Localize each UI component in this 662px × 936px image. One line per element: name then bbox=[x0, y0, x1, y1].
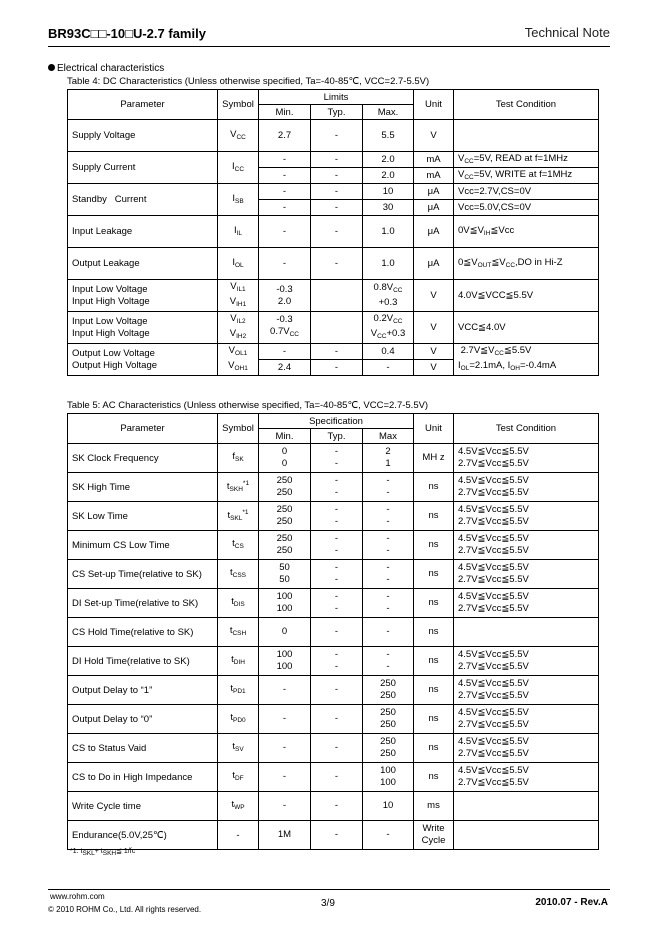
typ-cell: - bbox=[311, 200, 363, 216]
max-cell: 2.0 bbox=[363, 168, 414, 184]
min-cell: -0.3 $0.7V_{CC}$ bbox=[259, 312, 311, 344]
unit-cell: ns bbox=[414, 502, 454, 531]
param-cell: Input Leakage bbox=[68, 216, 218, 248]
dc-header-max: Max. bbox=[363, 105, 414, 120]
dc-header-limits: Limits bbox=[259, 90, 414, 105]
max-cell: - - bbox=[363, 502, 414, 531]
symbol-cell: - bbox=[218, 821, 259, 850]
table-row bbox=[68, 676, 599, 705]
condition-cell: Vcc=2.7V,CS=0V bbox=[454, 184, 599, 200]
typ-cell: - - bbox=[311, 589, 363, 618]
typ-cell: - bbox=[311, 734, 363, 763]
condition-cell: 4.0V≦VCC≦5.5V bbox=[454, 280, 599, 312]
ac-header-unit: Unit bbox=[414, 414, 454, 444]
min-cell: - bbox=[259, 734, 311, 763]
typ-cell: - - bbox=[311, 560, 363, 589]
unit-cell: ns bbox=[414, 647, 454, 676]
typ-cell bbox=[311, 280, 363, 312]
typ-cell: - bbox=[311, 821, 363, 850]
max-cell: - bbox=[363, 821, 414, 850]
typ-cell: - bbox=[311, 184, 363, 200]
unit-cell: ns bbox=[414, 531, 454, 560]
param-cell: CS to Status Vaid bbox=[68, 734, 218, 763]
condition-cell: $2.7V≦V_{CC}≦5.5V$ $I_{OL}=2.1mA$, $I_{OH}=-0.4mA$ bbox=[454, 344, 599, 376]
condition-cell bbox=[454, 792, 599, 821]
unit-cell: MH z bbox=[414, 444, 454, 473]
condition-cell bbox=[454, 120, 599, 152]
min-cell: 100 100 bbox=[259, 647, 311, 676]
typ-cell: - - bbox=[311, 473, 363, 502]
table-row bbox=[68, 184, 599, 200]
symbol-cell: $f_{SK}$ bbox=[218, 444, 259, 473]
dc-characteristics-table bbox=[67, 89, 599, 376]
dc-header-symbol: Symbol bbox=[218, 90, 259, 120]
min-cell: - bbox=[259, 705, 311, 734]
condition-cell: 4.5V≦Vcc≦5.5V 2.7V≦Vcc≦5.5V bbox=[454, 444, 599, 473]
typ-cell: - bbox=[311, 168, 363, 184]
symbol-cell: $t_{SV}$ bbox=[218, 734, 259, 763]
ac-header-specification: Specification bbox=[259, 414, 414, 429]
min-cell: 2.4 bbox=[259, 360, 311, 376]
dc-header-min: Min. bbox=[259, 105, 311, 120]
condition-cell: 4.5V≦Vcc≦5.5V 2.7V≦Vcc≦5.5V bbox=[454, 734, 599, 763]
condition-cell: VCC≦4.0V bbox=[454, 312, 599, 344]
unit-cell: ns bbox=[414, 618, 454, 647]
symbol-cell: $I_{SB}$ bbox=[218, 184, 259, 216]
symbol-cell: $V_{IL2}$ $V_{IH2}$ bbox=[218, 312, 259, 344]
dc-header-condition: Test Condition bbox=[454, 90, 599, 120]
typ-cell: - - bbox=[311, 502, 363, 531]
document-type-label: Technical Note bbox=[524, 25, 610, 40]
typ-cell: - bbox=[311, 705, 363, 734]
condition-cell: 4.5V≦Vcc≦5.5V 2.7V≦Vcc≦5.5V bbox=[454, 531, 599, 560]
table-row bbox=[68, 344, 599, 360]
symbol-cell: $t_{DIH}$ bbox=[218, 647, 259, 676]
symbol-cell: $t_{CSS}$ bbox=[218, 560, 259, 589]
website-link[interactable]: www.rohm.com bbox=[50, 892, 105, 901]
min-cell: - bbox=[259, 152, 311, 168]
revision: 2010.07 - Rev.A bbox=[535, 897, 608, 908]
min-cell: 50 50 bbox=[259, 560, 311, 589]
ac-header-symbol: Symbol bbox=[218, 414, 259, 444]
min-cell: 0 bbox=[259, 618, 311, 647]
min-cell: -0.3 2.0 bbox=[259, 280, 311, 312]
ac-header-typ: Typ. bbox=[311, 429, 363, 444]
max-cell: - - bbox=[363, 473, 414, 502]
typ-cell: - - bbox=[311, 444, 363, 473]
symbol-cell: $V_{IL1}$ $V_{IH1}$ bbox=[218, 280, 259, 312]
min-cell: 2.7 bbox=[259, 120, 311, 152]
condition-cell: 4.5V≦Vcc≦5.5V 2.7V≦Vcc≦5.5V bbox=[454, 705, 599, 734]
unit-cell: V bbox=[414, 344, 454, 360]
param-cell: Supply Voltage bbox=[68, 120, 218, 152]
max-cell: 2 1 bbox=[363, 444, 414, 473]
param-cell: Output Leakage bbox=[68, 248, 218, 280]
unit-cell: ns bbox=[414, 589, 454, 618]
param-cell: CS Hold Time(relative to SK) bbox=[68, 618, 218, 647]
unit-cell: ns bbox=[414, 560, 454, 589]
ac-table-caption: Table 5: AC Characteristics (Unless otherwise specified, Ta=-40-85℃, VCC=2.7-5.5V) bbox=[67, 400, 429, 411]
unit-cell: Write Cycle bbox=[414, 821, 454, 850]
table-row bbox=[68, 473, 599, 502]
unit-cell: V bbox=[414, 280, 454, 312]
min-cell: - bbox=[259, 344, 311, 360]
typ-cell: - bbox=[311, 248, 363, 280]
param-cell: Output Low Voltage Output High Voltage bbox=[68, 344, 218, 376]
footnote: *1: $t_{SKL}+$ $t_{SKH}≦$ 1/fc bbox=[70, 848, 136, 857]
max-cell: 100 100 bbox=[363, 763, 414, 792]
section-heading bbox=[48, 63, 164, 74]
condition-cell: 4.5V≦Vcc≦5.5V 2.7V≦Vcc≦5.5V bbox=[454, 560, 599, 589]
max-cell: 250 250 bbox=[363, 734, 414, 763]
dc-header-parameter: Parameter bbox=[68, 90, 218, 120]
symbol-cell: $t_{CSH}$ bbox=[218, 618, 259, 647]
ac-characteristics-table bbox=[67, 413, 599, 850]
max-cell: - - bbox=[363, 531, 414, 560]
unit-cell: ms bbox=[414, 792, 454, 821]
table-row bbox=[68, 502, 599, 531]
param-cell: Standby Current bbox=[68, 184, 218, 216]
condition-cell: 4.5V≦Vcc≦5.5V 2.7V≦Vcc≦5.5V bbox=[454, 763, 599, 792]
unit-cell: μA bbox=[414, 200, 454, 216]
unit-cell: μA bbox=[414, 184, 454, 200]
ac-header-condition: Test Condition bbox=[454, 414, 599, 444]
param-cell: SK Low Time bbox=[68, 502, 218, 531]
max-cell: - - bbox=[363, 647, 414, 676]
table-row bbox=[68, 120, 599, 152]
min-cell: - bbox=[259, 168, 311, 184]
unit-cell: mA bbox=[414, 168, 454, 184]
symbol-cell: $t_{SKL}^{*1}$ bbox=[218, 502, 259, 531]
ac-header-min: Min. bbox=[259, 429, 311, 444]
param-cell: DI Hold Time(relative to SK) bbox=[68, 647, 218, 676]
dc-table-caption: Table 4: DC Characteristics (Unless otherwise specified, Ta=-40-85℃, VCC=2.7-5.5V) bbox=[67, 76, 430, 87]
symbol-cell: $I_{IL}$ bbox=[218, 216, 259, 248]
max-cell: 250 250 bbox=[363, 676, 414, 705]
symbol-cell: $t_{DIS}$ bbox=[218, 589, 259, 618]
typ-cell: - bbox=[311, 344, 363, 360]
section-title: Electrical characteristics bbox=[57, 63, 165, 74]
typ-cell: - bbox=[311, 152, 363, 168]
typ-cell: - - bbox=[311, 647, 363, 676]
min-cell: - bbox=[259, 184, 311, 200]
ac-header-max: Max bbox=[363, 429, 414, 444]
max-cell: 250 250 bbox=[363, 705, 414, 734]
min-cell: 0 0 bbox=[259, 444, 311, 473]
typ-cell: - bbox=[311, 676, 363, 705]
symbol-cell: $t_{WP}$ bbox=[218, 792, 259, 821]
param-cell: Input Low Voltage Input High Voltage bbox=[68, 312, 218, 344]
condition-cell: Vcc=5.0V,CS=0V bbox=[454, 200, 599, 216]
bullet-icon bbox=[48, 64, 55, 71]
copyright: © 2010 ROHM Co., Ltd. All rights reserved. bbox=[48, 905, 202, 914]
unit-cell: ns bbox=[414, 705, 454, 734]
min-cell: 100 100 bbox=[259, 589, 311, 618]
condition-cell: 4.5V≦Vcc≦5.5V 2.7V≦Vcc≦5.5V bbox=[454, 589, 599, 618]
table-row bbox=[68, 734, 599, 763]
typ-cell: - bbox=[311, 216, 363, 248]
page-number: 3/9 bbox=[321, 898, 335, 909]
typ-cell: - bbox=[311, 618, 363, 647]
table-row bbox=[68, 763, 599, 792]
table-row bbox=[68, 216, 599, 248]
condition-cell: 4.5V≦Vcc≦5.5V 2.7V≦Vcc≦5.5V bbox=[454, 647, 599, 676]
min-cell: - bbox=[259, 763, 311, 792]
unit-cell: V bbox=[414, 360, 454, 376]
min-cell: - bbox=[259, 248, 311, 280]
max-cell: - - bbox=[363, 589, 414, 618]
table-row bbox=[68, 647, 599, 676]
condition-cell: 4.5V≦Vcc≦5.5V 2.7V≦Vcc≦5.5V bbox=[454, 676, 599, 705]
symbol-cell: $t_{DF}$ bbox=[218, 763, 259, 792]
min-cell: - bbox=[259, 676, 311, 705]
symbol-cell: $I_{OL}$ bbox=[218, 248, 259, 280]
max-cell: - - bbox=[363, 560, 414, 589]
condition-cell: $0≦V_{OUT}≦V_{CC},DO$ in Hi-Z bbox=[454, 248, 599, 280]
condition-cell: $V_{CC}=5V$, WRITE at f=1MHz bbox=[454, 168, 599, 184]
unit-cell: V bbox=[414, 312, 454, 344]
condition-cell: $V_{CC}=5V$, READ at f=1MHz bbox=[454, 152, 599, 168]
unit-cell: ns bbox=[414, 473, 454, 502]
param-cell: Endurance(5.0V,25℃) bbox=[68, 821, 218, 850]
symbol-cell: $t_{PD1}$ bbox=[218, 676, 259, 705]
min-cell: 250 250 bbox=[259, 473, 311, 502]
symbol-cell: $V_{CC}$ bbox=[218, 120, 259, 152]
max-cell: 1.0 bbox=[363, 216, 414, 248]
condition-cell: 4.5V≦Vcc≦5.5V 2.7V≦Vcc≦5.5V bbox=[454, 473, 599, 502]
max-cell: - bbox=[363, 618, 414, 647]
max-cell: 5.5 bbox=[363, 120, 414, 152]
document-title: BR93C□□-10□U-2.7 family bbox=[48, 26, 206, 41]
param-cell: Minimum CS Low Time bbox=[68, 531, 218, 560]
symbol-cell: $t_{SKH}^{*1}$ bbox=[218, 473, 259, 502]
condition-cell bbox=[454, 618, 599, 647]
min-cell: - bbox=[259, 792, 311, 821]
table-row bbox=[68, 560, 599, 589]
param-cell: SK Clock Frequency bbox=[68, 444, 218, 473]
min-cell: 1M bbox=[259, 821, 311, 850]
param-cell: CS to Do in High Impedance bbox=[68, 763, 218, 792]
table-row bbox=[68, 618, 599, 647]
table-row bbox=[68, 312, 599, 344]
symbol-cell: $I_{CC}$ bbox=[218, 152, 259, 184]
table-row bbox=[68, 821, 599, 850]
condition-cell: $0V≦V_{IH}≦Vcc$ bbox=[454, 216, 599, 248]
condition-cell: 4.5V≦Vcc≦5.5V 2.7V≦Vcc≦5.5V bbox=[454, 502, 599, 531]
max-cell: 30 bbox=[363, 200, 414, 216]
unit-cell: mA bbox=[414, 152, 454, 168]
max-cell: 2.0 bbox=[363, 152, 414, 168]
param-cell: Input Low Voltage Input High Voltage bbox=[68, 280, 218, 312]
max-cell: 10 bbox=[363, 792, 414, 821]
param-cell: Output Delay to “1” bbox=[68, 676, 218, 705]
param-cell: DI Set-up Time(relative to SK) bbox=[68, 589, 218, 618]
max-cell: $0.8V_{CC}$ +0.3 bbox=[363, 280, 414, 312]
param-cell: SK High Time bbox=[68, 473, 218, 502]
min-cell: - bbox=[259, 216, 311, 248]
param-cell: Supply Current bbox=[68, 152, 218, 184]
max-cell: - bbox=[363, 360, 414, 376]
symbol-cell: $t_{CS}$ bbox=[218, 531, 259, 560]
typ-cell: - bbox=[311, 360, 363, 376]
unit-cell: μA bbox=[414, 248, 454, 280]
max-cell: 0.4 bbox=[363, 344, 414, 360]
min-cell: - bbox=[259, 200, 311, 216]
max-cell: 10 bbox=[363, 184, 414, 200]
footer-divider bbox=[48, 889, 610, 890]
table-row bbox=[68, 531, 599, 560]
table-row bbox=[68, 705, 599, 734]
unit-cell: ns bbox=[414, 676, 454, 705]
header-divider bbox=[48, 46, 610, 47]
ac-table-body bbox=[68, 444, 599, 850]
table-row bbox=[68, 589, 599, 618]
typ-cell: - bbox=[311, 792, 363, 821]
ac-header-parameter: Parameter bbox=[68, 414, 218, 444]
typ-cell: - bbox=[311, 120, 363, 152]
symbol-cell: $t_{PD0}$ bbox=[218, 705, 259, 734]
max-cell: $0.2V_{CC}$ $V_{CC}+0.3$ bbox=[363, 312, 414, 344]
param-cell: CS Set-up Time(relative to SK) bbox=[68, 560, 218, 589]
dc-header-typ: Typ. bbox=[311, 105, 363, 120]
param-cell: Write Cycle time bbox=[68, 792, 218, 821]
unit-cell: μA bbox=[414, 216, 454, 248]
unit-cell: ns bbox=[414, 763, 454, 792]
table-row bbox=[68, 444, 599, 473]
min-cell: 250 250 bbox=[259, 502, 311, 531]
unit-cell: ns bbox=[414, 734, 454, 763]
typ-cell bbox=[311, 312, 363, 344]
table-row bbox=[68, 248, 599, 280]
unit-cell: V bbox=[414, 120, 454, 152]
param-cell: Output Delay to “0” bbox=[68, 705, 218, 734]
min-cell: 250 250 bbox=[259, 531, 311, 560]
table-row bbox=[68, 280, 599, 312]
table-row bbox=[68, 792, 599, 821]
typ-cell: - bbox=[311, 763, 363, 792]
table-row bbox=[68, 152, 599, 168]
condition-cell bbox=[454, 821, 599, 850]
symbol-cell: $V_{OL1}$ $V_{OH1}$ bbox=[218, 344, 259, 376]
max-cell: 1.0 bbox=[363, 248, 414, 280]
dc-header-unit: Unit bbox=[414, 90, 454, 120]
typ-cell: - - bbox=[311, 531, 363, 560]
